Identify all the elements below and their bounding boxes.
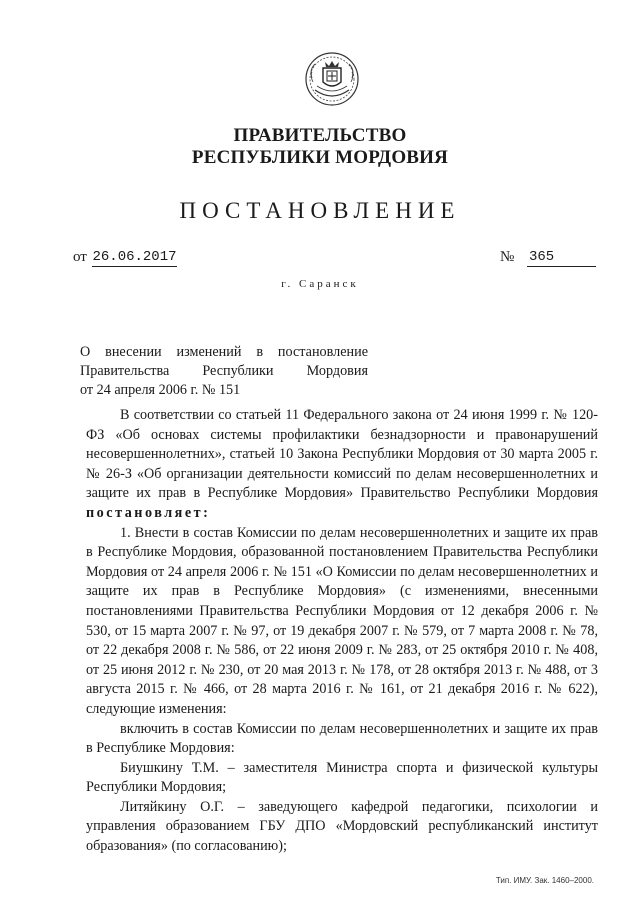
document-body	[86, 406, 598, 857]
document-type-title: ПОСТАНОВЛЕНИЕ	[179, 198, 461, 223]
document-subject	[80, 343, 368, 400]
intro-text: В соответствии со статьей 11 Федерального закона от 24 июня 1999 г. № 120-ФЗ «Об основах системы профилактики безнадзорности и правонарушений несовершеннолетних», статьей 10 Закона Республики Мордовия от 30 марта 2005 г. № 26-З «Об организации деятельности комиссий по делам несовершеннолетних и защите их прав в Республике Мордовия» Правительство Республики Мордовия	[86, 407, 598, 502]
government-name-line1: ПРАВИТЕЛЬСТВО	[233, 125, 407, 146]
include-paragraph: включить в состав Комиссии по делам несовершеннолетних и защите их прав в Республике Мордовия:	[86, 720, 598, 757]
number-prefix: №	[500, 249, 515, 265]
member-paragraph: Биушкину Т.М. – заместителя Министра спорта и физической культуры Республики Мордовия;	[86, 759, 598, 796]
date-prefix: от	[73, 249, 87, 265]
item-1-paragraph: 1. Внести в состав Комиссии по делам несовершеннолетних и защите их прав в Республике Мордовия, образованной постановлением Правительства Республики Мордовия от 24 апреля 2006 г. № 151 «О Комиссии по делам несовершеннолетних и защите их прав в Республике Мордовия» (с изменениями, внесенными постановлениями Правительства Республики Мордовия от 12 декабря 2006 г. № 530, от 15 марта 2007 г. № 97, от 19 декабря 2007 г. № 579, от 7 марта 2008 г. № 78, от 22 декабря 2008 г. № 586, от 22 июня 2009 г. № 283, от 25 октября 2010 г. № 408, от 25 июня 2012 г. № 230, от 20 мая 2013 г. № 178, от 28 октября 2013 г. № 488, от 3 августа 2015 г. № 466, от 28 марта 2016 г. № 161, от 21 декабря 2016 г. № 622), следующие изменения:	[86, 524, 598, 717]
subject-line: О внесении изменений в постановление	[80, 344, 368, 360]
city-name: г. Саранск	[281, 278, 359, 290]
intro-paragraph	[86, 406, 598, 524]
member-paragraph: Литяйкину О.Г. – заведующего кафедрой педагогики, психологии и управления образованием ГБУ ДПО «Мордовский республиканский институт образования» (по согласованию);	[86, 798, 598, 855]
document-date: 26.06.2017	[92, 249, 177, 265]
document-number: 365	[527, 249, 596, 267]
coat-of-arms-emblem-icon	[303, 50, 361, 108]
subject-line: Правительства Республики Мордовия	[80, 363, 368, 379]
resolves-keyword: постановляет:	[86, 504, 211, 521]
government-name-line2: РЕСПУБЛИКИ МОРДОВИЯ	[191, 147, 449, 168]
subject-line: от 24 апреля 2006 г. № 151	[80, 382, 241, 398]
print-mark: Тип. ИМУ. Зак. 1460–2000.	[495, 876, 594, 885]
